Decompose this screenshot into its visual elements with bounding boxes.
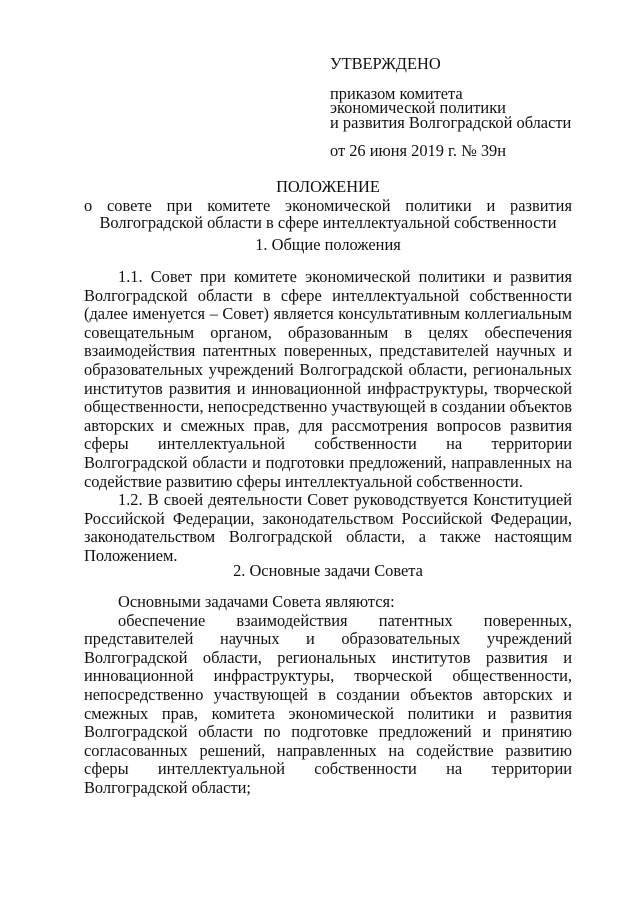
section-1-heading: 1. Общие положения xyxy=(255,235,401,254)
approval-line-1: приказом комитета xyxy=(330,83,463,103)
document-subtitle-line-2: Волгоградской области в сфере интеллектуальной собственности xyxy=(99,212,557,232)
section-2-body xyxy=(84,593,572,798)
paragraph-2-1: обеспечение взаимодействия патентных поверенных, представителей научных и образовательных учреждений Волгоградской области, региональных институтов развития и инновационной инфраструктуры, творческой общественности, непосредственно участвующей в создании объектов авторских и смежных прав, комитета экономической политики и развития Волгоградской области по подготовке предложений и принятию согласованных решений, направленных на содействие развитию сферы интеллектуальной собственности на территории Волгоградской области; xyxy=(84,610,572,797)
document-title-block xyxy=(84,178,572,231)
approval-heading: УТВЕРЖДЕНО xyxy=(330,54,441,73)
section-2-intro: Основными задачами Совета являются: xyxy=(118,592,395,611)
paragraph-1-2: 1.2. В своей деятельности Совет руководствуется Конституцией Российской Федерации, законодательством Российской Федерации, законодательством Волгоградской области, а также настоящим Положением. xyxy=(84,490,572,565)
document-subtitle-line-1: о совете при комитете экономической политики и развития xyxy=(84,195,572,215)
approval-line-2: экономической политики xyxy=(330,98,506,118)
approval-order-lines xyxy=(330,83,630,132)
approval-date: от 26 июня 2019 г. № 39н xyxy=(330,141,506,161)
approval-line-3: и развития Волгоградской области xyxy=(330,112,572,132)
section-2-heading: 2. Основные задачи Совета xyxy=(233,561,423,580)
section-1-body xyxy=(84,268,572,566)
paragraph-1-1: 1.1. Совет при комитете экономической политики и развития Волгоградской области в сфере интеллектуальной собственности (далее именуется – Совет) является консультативным коллегиальным совещательным органом, образованным в целях обеспечения взаимодействия патентных поверенных, представителей научных и образовательных учреждений Волгоградской области, региональных институтов развития и инновационной инфраструктуры, творческой общественности, непосредственно участвующей в создании объектов авторских и смежных прав, для рассмотрения вопросов развития сферы интеллектуальной собственности на территории Волгоградской области и подготовки предложений, направленных на содействие развитию сферы интеллектуальной собственности. xyxy=(84,267,572,491)
document-title: ПОЛОЖЕНИЕ xyxy=(276,177,380,196)
approval-stamp-block xyxy=(330,55,630,161)
